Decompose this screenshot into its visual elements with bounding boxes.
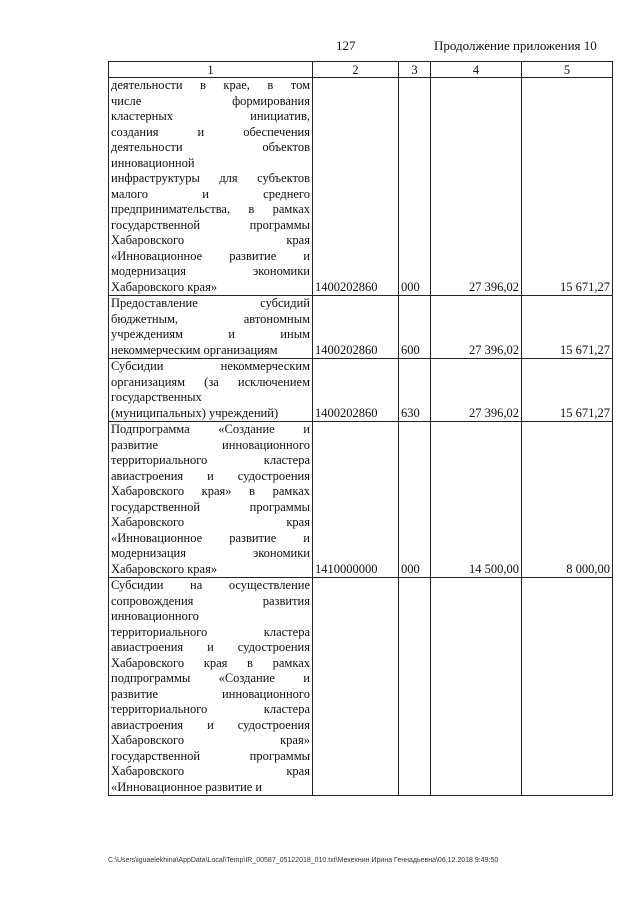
target-article-code: 1400202860 bbox=[313, 296, 399, 359]
row-description bbox=[109, 359, 313, 422]
column-header-1: 1 bbox=[109, 62, 313, 78]
table-row bbox=[109, 296, 613, 359]
table-row bbox=[109, 422, 613, 578]
description-line: предпринимательства, в рамках bbox=[111, 202, 310, 216]
row-description bbox=[109, 296, 313, 359]
description-line: авиастроения и судостроения bbox=[111, 640, 310, 654]
column-number-header-row bbox=[109, 62, 613, 78]
amount-column-5: 15 671,27 bbox=[522, 78, 613, 296]
description-line: инновационной bbox=[111, 155, 195, 170]
description-line: сопровождения развития bbox=[111, 593, 310, 608]
expense-type-code: 000 bbox=[399, 422, 431, 578]
description-line: государственной программы bbox=[111, 748, 310, 763]
description-line: авиастроения и судостроения bbox=[111, 717, 310, 732]
target-article-code bbox=[313, 578, 399, 796]
description-line: Хабаровского края в рамках bbox=[111, 655, 310, 670]
target-article-code: 1410000000 bbox=[313, 422, 399, 578]
description-line: модернизация экономики bbox=[111, 264, 310, 278]
description-line: Хабаровского края» bbox=[111, 561, 218, 576]
description-line: Хабаровского края bbox=[111, 515, 310, 529]
expense-type-code: 630 bbox=[399, 359, 431, 422]
amount-column-4: 27 396,02 bbox=[431, 78, 522, 296]
description-line: создания и обеспечения bbox=[111, 124, 310, 139]
description-line: территориального кластера bbox=[111, 453, 310, 467]
amount-column-5: 15 671,27 bbox=[522, 359, 613, 422]
description-line: деятельности в крае, в том bbox=[111, 78, 310, 92]
amount-column-4: 27 396,02 bbox=[431, 359, 522, 422]
expense-type-code: 000 bbox=[399, 78, 431, 296]
description-line: авиастроения и судостроения bbox=[111, 468, 310, 483]
continuation-label: Продолжение приложения 10 bbox=[434, 38, 597, 53]
description-line: инновационного bbox=[111, 609, 199, 623]
description-line: Хабаровского края» в рамках bbox=[111, 484, 310, 498]
column-header-4: 4 bbox=[431, 62, 522, 78]
description-line: учреждениям и иным bbox=[111, 327, 310, 341]
row-description bbox=[109, 578, 313, 796]
description-line: деятельности объектов bbox=[111, 140, 310, 154]
description-line: Подпрограмма «Создание и bbox=[111, 422, 310, 436]
description-line: Субсидии некоммерческим bbox=[111, 359, 310, 373]
page-number: 127 bbox=[336, 38, 356, 53]
amount-column-4: 14 500,00 bbox=[431, 422, 522, 578]
file-path-footer: C:\Users\iguaelekhina\AppData\Local\Temp\IR_00587_05122018_010.txt\Мехехнин Ирина Геннадьевна\06.12.2018 9:49:50 bbox=[108, 857, 499, 864]
amount-column-4: 27 396,02 bbox=[431, 296, 522, 359]
description-line: малого и среднего bbox=[111, 186, 310, 201]
description-line: некоммерческим организациям bbox=[111, 342, 278, 357]
description-line: государственной программы bbox=[111, 217, 310, 232]
description-line: кластерных инициатив, bbox=[111, 109, 310, 123]
description-line: инфраструктуры для субъектов bbox=[111, 171, 310, 185]
target-article-code: 1400202860 bbox=[313, 359, 399, 422]
description-line: подпрограммы «Создание и bbox=[111, 671, 310, 685]
table-row bbox=[109, 359, 613, 422]
amount-column-5: 8 000,00 bbox=[522, 422, 613, 578]
description-line: «Инновационное развитие и bbox=[111, 779, 263, 794]
amount-column-5: 15 671,27 bbox=[522, 296, 613, 359]
budget-table bbox=[108, 61, 613, 796]
table-body bbox=[109, 78, 613, 796]
description-line: Хабаровского края» bbox=[111, 733, 310, 747]
description-line: бюджетным, автономным bbox=[111, 311, 310, 326]
description-line: территориального кластера bbox=[111, 624, 310, 639]
column-header-5: 5 bbox=[522, 62, 613, 78]
description-line: модернизация экономики bbox=[111, 546, 310, 560]
description-line: Хабаровского края» bbox=[111, 279, 218, 294]
row-description bbox=[109, 78, 313, 296]
description-line: развитие инновационного bbox=[111, 437, 310, 452]
description-line: Предоставление субсидий bbox=[111, 296, 310, 310]
target-article-code: 1400202860 bbox=[313, 78, 399, 296]
description-line: (муниципальных) учреждений) bbox=[111, 405, 279, 420]
amount-column-4 bbox=[431, 578, 522, 796]
description-line: организациям (за исключением bbox=[111, 374, 310, 389]
table-row bbox=[109, 578, 613, 796]
column-header-3: 3 bbox=[399, 62, 431, 78]
description-line: Субсидии на осуществление bbox=[111, 578, 310, 592]
description-line: Хабаровского края bbox=[111, 233, 310, 247]
table-row bbox=[109, 78, 613, 296]
expense-type-code: 600 bbox=[399, 296, 431, 359]
description-line: территориального кластера bbox=[111, 702, 310, 716]
description-line: «Инновационное развитие и bbox=[111, 530, 310, 545]
column-header-2: 2 bbox=[313, 62, 399, 78]
description-line: «Инновационное развитие и bbox=[111, 248, 310, 263]
expense-type-code bbox=[399, 578, 431, 796]
description-line: развитие инновационного bbox=[111, 686, 310, 701]
description-line: числе формирования bbox=[111, 93, 310, 108]
row-description bbox=[109, 422, 313, 578]
amount-column-5 bbox=[522, 578, 613, 796]
description-line: государственной программы bbox=[111, 499, 310, 514]
description-line: государственных bbox=[111, 390, 202, 404]
description-line: Хабаровского края bbox=[111, 764, 310, 778]
